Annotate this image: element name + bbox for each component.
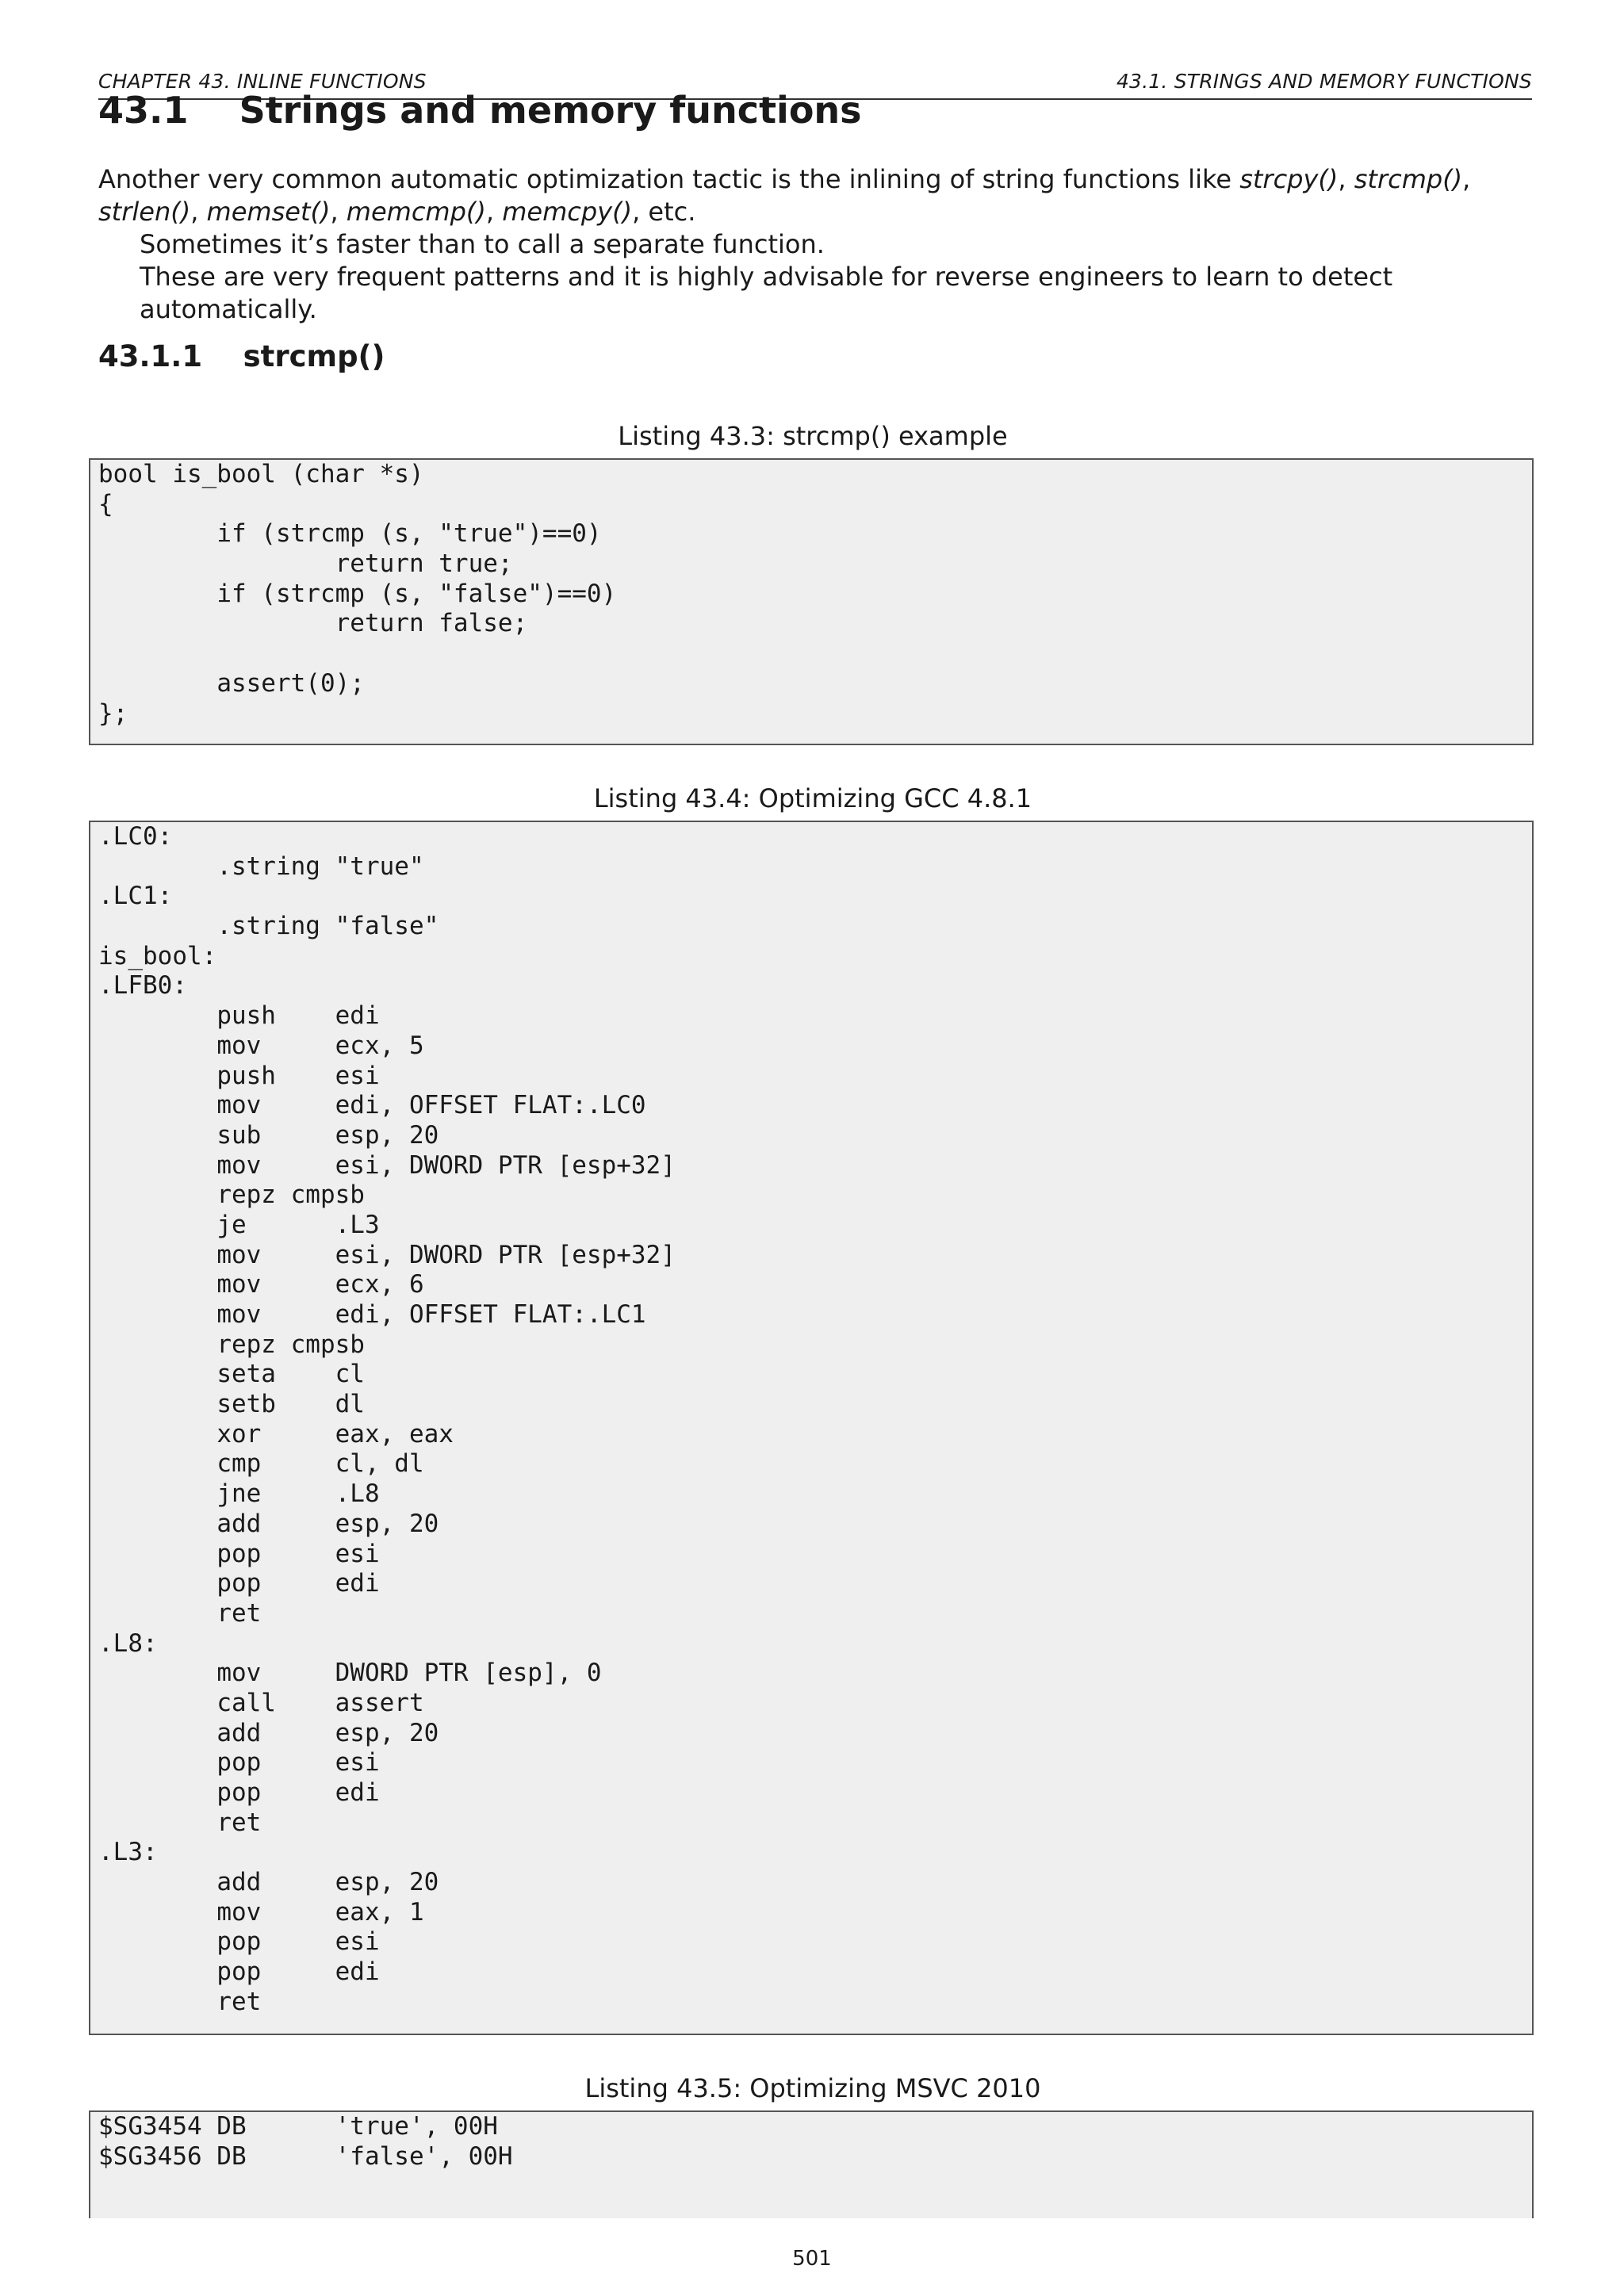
code-line: je .L3 xyxy=(98,1210,380,1239)
code-line: .string "true" xyxy=(98,851,424,881)
header-section: 43.1. STRINGS AND MEMORY FUNCTIONS xyxy=(1116,70,1532,93)
fn-strcpy: strcpy() xyxy=(1239,164,1339,194)
fn-memcpy: memcpy() xyxy=(502,197,633,227)
code-line: cmp cl, dl xyxy=(98,1449,424,1479)
code-line: pop esi xyxy=(98,1927,380,1957)
fn-strlen: strlen() xyxy=(98,197,191,227)
code-line: call assert xyxy=(98,1688,424,1717)
separator: , xyxy=(485,197,503,227)
paragraph-patterns: These are very frequent patterns and it is highly advisable for reverse engineers to learn to detect automatically. xyxy=(140,262,1393,324)
code-line: seta cl xyxy=(98,1360,365,1389)
code-line: mov edi, OFFSET FLAT:.LC1 xyxy=(98,1300,646,1329)
code-line: pop edi xyxy=(98,1957,380,1987)
separator: , xyxy=(1338,164,1354,194)
code-line: .LC1: xyxy=(98,882,173,911)
code-line: .L8: xyxy=(98,1628,158,1658)
code-listing xyxy=(89,2110,1534,2218)
separator: , xyxy=(1462,164,1471,194)
code-line: ret xyxy=(98,1808,262,1837)
intro-text-end: , etc. xyxy=(632,197,696,227)
code-line: mov edi, OFFSET FLAT:.LC0 xyxy=(98,1091,646,1120)
separator: , xyxy=(190,197,207,227)
listing-caption: Listing 43.5: Optimizing MSVC 2010 xyxy=(584,2073,1041,2103)
code-line: add esp, 20 xyxy=(98,1718,439,1747)
listing-caption: Listing 43.3: strcmp() example xyxy=(618,421,1008,451)
code-line: bool is_bool (char *s) xyxy=(98,460,424,488)
code-line: ret xyxy=(98,1598,262,1628)
fn-memcmp: memcmp() xyxy=(346,197,486,227)
code-line: $SG3456 DB 'false', 00H xyxy=(98,2141,513,2171)
code-line: return true; xyxy=(98,549,513,579)
code-line xyxy=(98,639,1532,669)
code-line: .string "false" xyxy=(98,912,439,941)
code-line: sub esp, 20 xyxy=(98,1120,439,1150)
code-line: if (strcmp (s, "true")==0) xyxy=(98,519,602,549)
code-line: push edi xyxy=(98,1001,380,1031)
fn-memset: memset() xyxy=(206,197,331,227)
code-line: assert(0); xyxy=(98,668,365,698)
code-line: .L3: xyxy=(98,1838,158,1867)
code-listing xyxy=(89,458,1534,745)
code-line: repz cmpsb xyxy=(98,1330,365,1359)
code-line: mov ecx, 6 xyxy=(98,1270,424,1299)
code-line: .LFB0: xyxy=(98,971,187,1001)
code-line: add esp, 20 xyxy=(98,1509,439,1538)
code-line: return false; xyxy=(98,609,528,638)
section-title xyxy=(98,89,862,132)
fn-strcmp: strcmp() xyxy=(1354,164,1463,194)
separator: , xyxy=(330,197,347,227)
code-line: xor eax, eax xyxy=(98,1419,454,1448)
subsection-title-text: strcmp() xyxy=(243,339,385,373)
code-listing xyxy=(89,821,1534,2035)
intro-paragraph xyxy=(98,163,1532,228)
code-line: repz cmpsb xyxy=(98,1181,365,1210)
page-number: 501 xyxy=(792,2247,832,2271)
subsection-number: 43.1.1 xyxy=(98,339,203,373)
code-line: $SG3454 DB 'true', 00H xyxy=(98,2112,498,2141)
code-line: pop edi xyxy=(98,1778,380,1807)
code-line: mov ecx, 5 xyxy=(98,1031,424,1060)
code-line: ret xyxy=(98,1987,262,2016)
subsection-title xyxy=(98,339,385,373)
section-number: 43.1 xyxy=(98,89,189,132)
code-line: is_bool: xyxy=(98,941,217,970)
code-line: pop esi xyxy=(98,1748,380,1777)
code-line: pop esi xyxy=(98,1539,380,1568)
intro-text: Another very common automatic optimization tactic is the inlining of string functions like xyxy=(98,164,1240,194)
code-line: { xyxy=(98,489,113,519)
code-line: if (strcmp (s, "false")==0) xyxy=(98,579,617,608)
header-chapter: CHAPTER 43. INLINE FUNCTIONS xyxy=(98,70,427,93)
section-title-text: Strings and memory functions xyxy=(239,89,862,132)
code-line: mov eax, 1 xyxy=(98,1897,424,1927)
code-line: mov DWORD PTR [esp], 0 xyxy=(98,1659,602,1688)
paragraph-faster: Sometimes it’s faster than to call a separate function. xyxy=(140,229,825,259)
code-line: setb dl xyxy=(98,1390,365,1419)
code-line: .LC0: xyxy=(98,822,173,851)
code-line: add esp, 20 xyxy=(98,1868,439,1897)
code-line: mov esi, DWORD PTR [esp+32] xyxy=(98,1240,676,1269)
code-line: mov esi, DWORD PTR [esp+32] xyxy=(98,1150,676,1180)
code-line: pop edi xyxy=(98,1569,380,1598)
code-line: jne .L8 xyxy=(98,1479,380,1509)
listing-caption: Listing 43.4: Optimizing GCC 4.8.1 xyxy=(593,783,1032,813)
code-line: }; xyxy=(98,698,128,728)
code-line: push esi xyxy=(98,1061,380,1090)
